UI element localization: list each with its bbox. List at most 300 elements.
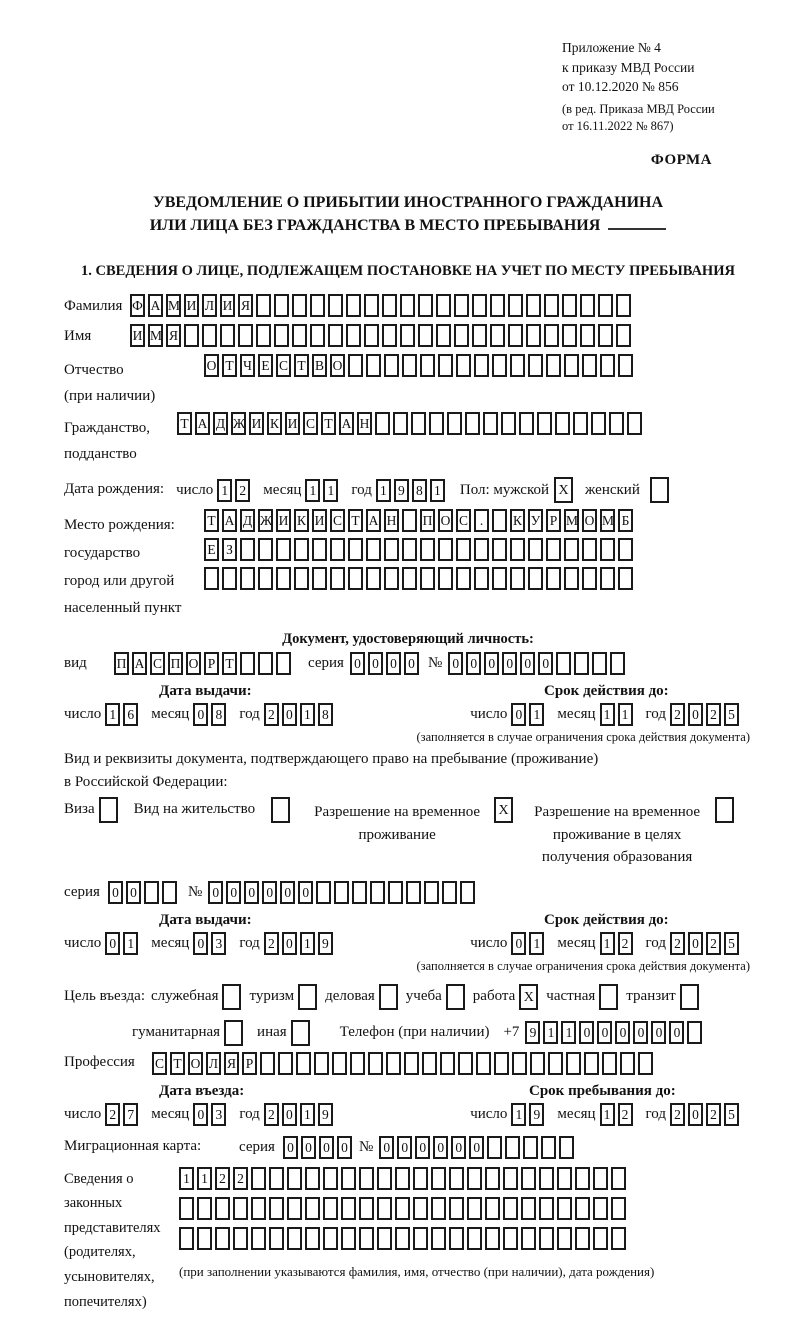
char-cell[interactable] [584, 1052, 599, 1075]
char-cell[interactable] [436, 294, 451, 317]
char-cell[interactable]: П [114, 652, 129, 675]
char-cell[interactable] [366, 567, 381, 590]
char-cell[interactable]: Е [258, 354, 273, 377]
char-cell[interactable] [305, 1227, 320, 1250]
char-cell[interactable]: С [150, 652, 165, 675]
char-cell[interactable] [197, 1227, 212, 1250]
char-cell[interactable]: Р [242, 1052, 257, 1075]
temp-residence-edu-checkbox[interactable] [715, 797, 734, 823]
char-cell[interactable]: 0 [651, 1021, 666, 1044]
char-cell[interactable] [485, 1227, 500, 1250]
char-cell[interactable]: 0 [511, 932, 526, 955]
char-cell[interactable] [287, 1167, 302, 1190]
birth-place-row1-cells[interactable] [204, 509, 636, 532]
char-cell[interactable] [546, 354, 561, 377]
char-cell[interactable] [467, 1197, 482, 1220]
char-cell[interactable] [436, 324, 451, 347]
char-cell[interactable]: 1 [600, 703, 615, 726]
mc-number-cells[interactable] [379, 1136, 577, 1159]
char-cell[interactable] [382, 324, 397, 347]
char-cell[interactable] [505, 1136, 520, 1159]
char-cell[interactable]: А [148, 294, 163, 317]
char-cell[interactable]: 1 [305, 479, 320, 502]
char-cell[interactable]: 0 [579, 1021, 594, 1044]
char-cell[interactable] [312, 567, 327, 590]
char-cell[interactable] [276, 652, 291, 675]
char-cell[interactable]: 2 [618, 1103, 633, 1126]
char-cell[interactable] [276, 538, 291, 561]
firstname-cells[interactable] [130, 324, 634, 347]
char-cell[interactable]: О [188, 1052, 203, 1075]
char-cell[interactable] [386, 1052, 401, 1075]
char-cell[interactable] [618, 538, 633, 561]
char-cell[interactable]: 1 [123, 932, 138, 955]
char-cell[interactable] [508, 294, 523, 317]
char-cell[interactable] [510, 538, 525, 561]
char-cell[interactable] [557, 1167, 572, 1190]
char-cell[interactable]: 1 [197, 1167, 212, 1190]
char-cell[interactable] [184, 324, 199, 347]
char-cell[interactable] [294, 538, 309, 561]
char-cell[interactable] [591, 412, 606, 435]
char-cell[interactable] [526, 294, 541, 317]
char-cell[interactable]: 0 [193, 703, 208, 726]
char-cell[interactable]: 8 [211, 703, 226, 726]
char-cell[interactable] [287, 1197, 302, 1220]
char-cell[interactable]: 3 [211, 932, 226, 955]
char-cell[interactable]: Н [357, 412, 372, 435]
char-cell[interactable] [492, 509, 507, 532]
char-cell[interactable] [539, 1167, 554, 1190]
char-cell[interactable]: 8 [318, 703, 333, 726]
char-cell[interactable] [602, 1052, 617, 1075]
purpose-transit-checkbox[interactable] [680, 984, 699, 1010]
char-cell[interactable] [598, 294, 613, 317]
citizenship-cells[interactable] [177, 412, 645, 435]
char-cell[interactable] [424, 881, 439, 904]
char-cell[interactable] [395, 1227, 410, 1250]
char-cell[interactable]: Ж [258, 509, 273, 532]
char-cell[interactable]: 5 [724, 703, 739, 726]
char-cell[interactable] [454, 294, 469, 317]
rvp-issue-year[interactable] [264, 932, 336, 955]
char-cell[interactable] [202, 324, 217, 347]
char-cell[interactable]: 2 [105, 1103, 120, 1126]
char-cell[interactable]: 2 [670, 703, 685, 726]
char-cell[interactable]: 0 [282, 703, 297, 726]
rvp-issue-month[interactable] [193, 932, 229, 955]
char-cell[interactable]: Я [238, 294, 253, 317]
char-cell[interactable]: 0 [511, 703, 526, 726]
char-cell[interactable]: Р [546, 509, 561, 532]
char-cell[interactable] [350, 1052, 365, 1075]
char-cell[interactable]: И [220, 294, 235, 317]
char-cell[interactable] [492, 567, 507, 590]
char-cell[interactable]: Д [213, 412, 228, 435]
char-cell[interactable] [582, 538, 597, 561]
char-cell[interactable]: И [312, 509, 327, 532]
char-cell[interactable]: 0 [108, 881, 123, 904]
char-cell[interactable]: 0 [451, 1136, 466, 1159]
char-cell[interactable] [420, 354, 435, 377]
char-cell[interactable] [562, 324, 577, 347]
char-cell[interactable]: 0 [633, 1021, 648, 1044]
char-cell[interactable]: Т [321, 412, 336, 435]
char-cell[interactable] [328, 324, 343, 347]
char-cell[interactable]: Ч [240, 354, 255, 377]
char-cell[interactable]: Ж [231, 412, 246, 435]
char-cell[interactable]: Я [224, 1052, 239, 1075]
char-cell[interactable]: Т [294, 354, 309, 377]
char-cell[interactable]: 0 [301, 1136, 316, 1159]
char-cell[interactable]: М [564, 509, 579, 532]
char-cell[interactable]: Н [384, 509, 399, 532]
char-cell[interactable]: 2 [618, 932, 633, 955]
char-cell[interactable]: Т [177, 412, 192, 435]
char-cell[interactable] [593, 1167, 608, 1190]
stay-year[interactable] [670, 1103, 742, 1126]
char-cell[interactable] [575, 1197, 590, 1220]
char-cell[interactable] [179, 1197, 194, 1220]
stay-month[interactable] [600, 1103, 636, 1126]
char-cell[interactable] [215, 1197, 230, 1220]
char-cell[interactable] [618, 354, 633, 377]
char-cell[interactable] [449, 1227, 464, 1250]
char-cell[interactable]: Т [348, 509, 363, 532]
char-cell[interactable] [393, 412, 408, 435]
char-cell[interactable] [418, 294, 433, 317]
char-cell[interactable]: А [195, 412, 210, 435]
char-cell[interactable] [418, 324, 433, 347]
char-cell[interactable] [440, 1052, 455, 1075]
char-cell[interactable]: Е [204, 538, 219, 561]
char-cell[interactable] [382, 294, 397, 317]
char-cell[interactable] [233, 1227, 248, 1250]
char-cell[interactable]: 0 [193, 1103, 208, 1126]
char-cell[interactable] [388, 881, 403, 904]
char-cell[interactable]: . [474, 509, 489, 532]
char-cell[interactable] [593, 1227, 608, 1250]
char-cell[interactable] [346, 294, 361, 317]
char-cell[interactable] [627, 412, 642, 435]
char-cell[interactable]: 0 [368, 652, 383, 675]
doc-valid-year[interactable] [670, 703, 742, 726]
char-cell[interactable] [483, 412, 498, 435]
char-cell[interactable]: 0 [466, 652, 481, 675]
char-cell[interactable] [580, 324, 595, 347]
char-cell[interactable] [366, 354, 381, 377]
char-cell[interactable] [377, 1227, 392, 1250]
char-cell[interactable] [215, 1227, 230, 1250]
char-cell[interactable] [557, 1197, 572, 1220]
char-cell[interactable] [240, 567, 255, 590]
char-cell[interactable]: И [130, 324, 145, 347]
char-cell[interactable] [377, 1167, 392, 1190]
char-cell[interactable]: Т [222, 652, 237, 675]
char-cell[interactable] [573, 412, 588, 435]
char-cell[interactable] [687, 1021, 702, 1044]
char-cell[interactable] [359, 1197, 374, 1220]
char-cell[interactable]: 2 [670, 932, 685, 955]
char-cell[interactable] [348, 538, 363, 561]
char-cell[interactable]: 1 [323, 479, 338, 502]
char-cell[interactable]: 0 [397, 1136, 412, 1159]
char-cell[interactable] [438, 538, 453, 561]
char-cell[interactable]: Л [202, 294, 217, 317]
char-cell[interactable]: 1 [430, 479, 445, 502]
char-cell[interactable] [341, 1167, 356, 1190]
char-cell[interactable] [431, 1167, 446, 1190]
char-cell[interactable]: О [204, 354, 219, 377]
rvp-valid-month[interactable] [600, 932, 636, 955]
char-cell[interactable]: 2 [670, 1103, 685, 1126]
char-cell[interactable] [492, 354, 507, 377]
char-cell[interactable] [449, 1197, 464, 1220]
char-cell[interactable]: 5 [724, 932, 739, 955]
char-cell[interactable]: 0 [126, 881, 141, 904]
surname-cells[interactable] [130, 294, 634, 317]
char-cell[interactable]: 0 [283, 1136, 298, 1159]
char-cell[interactable] [521, 1167, 536, 1190]
char-cell[interactable] [375, 412, 390, 435]
char-cell[interactable] [476, 1052, 491, 1075]
char-cell[interactable] [510, 567, 525, 590]
char-cell[interactable] [251, 1197, 266, 1220]
entry-day[interactable] [105, 1103, 141, 1126]
char-cell[interactable] [541, 1136, 556, 1159]
char-cell[interactable] [310, 294, 325, 317]
char-cell[interactable] [368, 1052, 383, 1075]
char-cell[interactable] [402, 567, 417, 590]
char-cell[interactable]: 8 [412, 479, 427, 502]
char-cell[interactable]: 2 [264, 932, 279, 955]
char-cell[interactable] [296, 1052, 311, 1075]
char-cell[interactable]: 0 [538, 652, 553, 675]
doc-series-cells[interactable] [350, 652, 422, 675]
char-cell[interactable]: 0 [433, 1136, 448, 1159]
char-cell[interactable]: 0 [319, 1136, 334, 1159]
char-cell[interactable] [494, 1052, 509, 1075]
sex-male-checkbox[interactable]: X [554, 477, 573, 503]
char-cell[interactable]: 2 [264, 703, 279, 726]
char-cell[interactable] [490, 294, 505, 317]
char-cell[interactable]: В [312, 354, 327, 377]
char-cell[interactable] [530, 1052, 545, 1075]
purpose-tourism-checkbox[interactable] [298, 984, 317, 1010]
char-cell[interactable] [222, 567, 237, 590]
char-cell[interactable] [384, 567, 399, 590]
char-cell[interactable] [548, 1052, 563, 1075]
char-cell[interactable]: 1 [376, 479, 391, 502]
char-cell[interactable] [472, 324, 487, 347]
char-cell[interactable] [384, 354, 399, 377]
char-cell[interactable] [510, 354, 525, 377]
char-cell[interactable]: 1 [300, 703, 315, 726]
char-cell[interactable] [162, 881, 177, 904]
char-cell[interactable]: О [582, 509, 597, 532]
char-cell[interactable] [429, 412, 444, 435]
char-cell[interactable] [564, 354, 579, 377]
char-cell[interactable] [395, 1197, 410, 1220]
char-cell[interactable]: Т [170, 1052, 185, 1075]
purpose-private-checkbox[interactable] [599, 984, 618, 1010]
char-cell[interactable] [256, 294, 271, 317]
char-cell[interactable] [269, 1167, 284, 1190]
char-cell[interactable] [346, 324, 361, 347]
char-cell[interactable]: И [285, 412, 300, 435]
char-cell[interactable]: 0 [244, 881, 259, 904]
char-cell[interactable] [323, 1197, 338, 1220]
char-cell[interactable] [402, 538, 417, 561]
char-cell[interactable]: 0 [688, 932, 703, 955]
birth-month-cells[interactable] [305, 479, 341, 502]
doc-valid-month[interactable] [600, 703, 636, 726]
char-cell[interactable] [364, 294, 379, 317]
char-cell[interactable] [316, 881, 331, 904]
char-cell[interactable] [352, 881, 367, 904]
char-cell[interactable]: 9 [318, 932, 333, 955]
char-cell[interactable] [562, 294, 577, 317]
char-cell[interactable]: Т [222, 354, 237, 377]
char-cell[interactable]: 9 [525, 1021, 540, 1044]
char-cell[interactable]: 1 [600, 1103, 615, 1126]
char-cell[interactable]: 0 [298, 881, 313, 904]
char-cell[interactable]: 9 [529, 1103, 544, 1126]
char-cell[interactable] [305, 1167, 320, 1190]
char-cell[interactable]: 1 [179, 1167, 194, 1190]
char-cell[interactable] [600, 354, 615, 377]
char-cell[interactable] [574, 652, 589, 675]
char-cell[interactable]: М [600, 509, 615, 532]
entry-year[interactable] [264, 1103, 336, 1126]
char-cell[interactable] [438, 354, 453, 377]
char-cell[interactable]: 0 [484, 652, 499, 675]
char-cell[interactable] [575, 1167, 590, 1190]
birth-place-row3-cells[interactable] [204, 567, 636, 590]
char-cell[interactable] [456, 354, 471, 377]
char-cell[interactable]: П [168, 652, 183, 675]
char-cell[interactable] [258, 652, 273, 675]
purpose-work-checkbox[interactable]: X [519, 984, 538, 1010]
char-cell[interactable]: М [148, 324, 163, 347]
doc-issue-day[interactable] [105, 703, 141, 726]
residence-permit-checkbox[interactable] [271, 797, 290, 823]
char-cell[interactable]: С [456, 509, 471, 532]
char-cell[interactable] [413, 1167, 428, 1190]
char-cell[interactable] [400, 294, 415, 317]
char-cell[interactable]: 3 [211, 1103, 226, 1126]
char-cell[interactable] [197, 1197, 212, 1220]
char-cell[interactable]: 0 [520, 652, 535, 675]
char-cell[interactable]: 1 [511, 1103, 526, 1126]
purpose-official-checkbox[interactable] [222, 984, 241, 1010]
char-cell[interactable] [456, 567, 471, 590]
char-cell[interactable] [330, 567, 345, 590]
char-cell[interactable] [251, 1167, 266, 1190]
entry-month[interactable] [193, 1103, 229, 1126]
char-cell[interactable]: О [330, 354, 345, 377]
representatives-row1-cells[interactable] [179, 1167, 654, 1190]
char-cell[interactable] [474, 354, 489, 377]
char-cell[interactable]: П [420, 509, 435, 532]
temp-residence-checkbox[interactable]: X [494, 797, 513, 823]
char-cell[interactable] [292, 294, 307, 317]
char-cell[interactable] [454, 324, 469, 347]
char-cell[interactable] [364, 324, 379, 347]
rvp-valid-day[interactable] [511, 932, 547, 955]
char-cell[interactable] [144, 881, 159, 904]
char-cell[interactable] [492, 538, 507, 561]
char-cell[interactable] [287, 1227, 302, 1250]
char-cell[interactable]: Р [204, 652, 219, 675]
char-cell[interactable] [348, 567, 363, 590]
char-cell[interactable]: Т [204, 509, 219, 532]
char-cell[interactable] [310, 324, 325, 347]
char-cell[interactable] [404, 1052, 419, 1075]
char-cell[interactable] [438, 567, 453, 590]
char-cell[interactable] [413, 1227, 428, 1250]
char-cell[interactable] [442, 881, 457, 904]
char-cell[interactable] [474, 538, 489, 561]
char-cell[interactable] [566, 1052, 581, 1075]
doc-number-cells[interactable] [448, 652, 628, 675]
mc-series-cells[interactable] [283, 1136, 355, 1159]
char-cell[interactable] [611, 1167, 626, 1190]
char-cell[interactable]: 1 [529, 703, 544, 726]
char-cell[interactable] [238, 324, 253, 347]
char-cell[interactable]: 6 [123, 703, 138, 726]
char-cell[interactable] [258, 567, 273, 590]
char-cell[interactable] [582, 354, 597, 377]
char-cell[interactable]: К [294, 509, 309, 532]
char-cell[interactable] [341, 1197, 356, 1220]
char-cell[interactable]: Д [240, 509, 255, 532]
char-cell[interactable] [564, 538, 579, 561]
doc-issue-year[interactable] [264, 703, 336, 726]
char-cell[interactable] [528, 567, 543, 590]
char-cell[interactable]: К [510, 509, 525, 532]
char-cell[interactable]: 9 [394, 479, 409, 502]
char-cell[interactable] [638, 1052, 653, 1075]
char-cell[interactable] [616, 294, 631, 317]
char-cell[interactable] [359, 1227, 374, 1250]
char-cell[interactable] [341, 1227, 356, 1250]
char-cell[interactable] [384, 538, 399, 561]
char-cell[interactable] [546, 538, 561, 561]
char-cell[interactable]: А [366, 509, 381, 532]
char-cell[interactable]: Ф [130, 294, 145, 317]
char-cell[interactable] [220, 324, 235, 347]
char-cell[interactable] [312, 538, 327, 561]
purpose-study-checkbox[interactable] [446, 984, 465, 1010]
char-cell[interactable]: 2 [235, 479, 250, 502]
phone-cells[interactable] [525, 1021, 705, 1044]
doc-type-cells[interactable] [114, 652, 294, 675]
char-cell[interactable] [526, 324, 541, 347]
char-cell[interactable] [559, 1136, 574, 1159]
char-cell[interactable] [467, 1227, 482, 1250]
char-cell[interactable] [592, 652, 607, 675]
char-cell[interactable] [402, 509, 417, 532]
char-cell[interactable]: 7 [123, 1103, 138, 1126]
purpose-business-checkbox[interactable] [379, 984, 398, 1010]
char-cell[interactable]: И [276, 509, 291, 532]
char-cell[interactable] [528, 538, 543, 561]
char-cell[interactable] [503, 1167, 518, 1190]
char-cell[interactable] [179, 1227, 194, 1250]
char-cell[interactable] [377, 1197, 392, 1220]
char-cell[interactable] [366, 538, 381, 561]
